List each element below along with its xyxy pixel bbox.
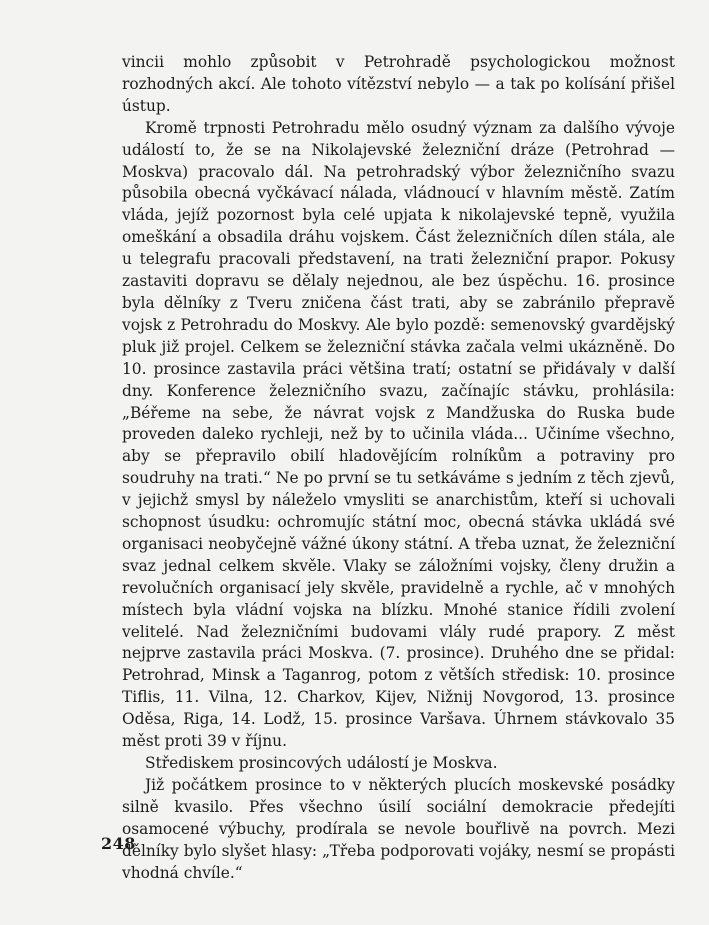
page-number: 248	[101, 834, 136, 853]
paragraph-railway-strike: Kromě trpnosti Petrohradu mělo osudný význam za dalšího vývoje událostí to, že se na Nikolajevské železniční dráze (Petrohrad — Moskva) pracovalo dál. Na petrohradský výbor železničního svazu působila obecná vyčkávací nálada, vládnoucí v hlavním městě. Zatím vláda, jejíž pozornost byla celé upjata k nikolajevské tepně, využila omeškání a obsadila dráhu vojskem. Část železničních dílen stála, ale u telegrafu pracovali představení, na trati železniční prapor. Pokusy zastaviti dopravu se dělaly nejednou, ale bez úspěchu. 16. prosince byla dělníky z Tveru zničena část trati, aby se zabránilo přepravě vojsk z Petrohradu do Moskvy. Ale bylo pozdě: semenovský gvardějský pluk již projel. Celkem se železniční stávka začala velmi ukázněně. Do 10. prosince zastavila práci většina tratí; ostatní se přidávaly v další dny. Konference železničního svazu, začínajíc stávku, prohlásila: „Béřeme na sebe, že návrat vojsk z Mandžuska do Ruska bude proveden daleko rychleji, než by to učinila vláda... Učiníme všechno, aby se přepravilo obilí hladovějícím rolníkům a potraviny pro soudruhy na trati.“ Ne po první se tu setkáváme s jedním z těch zjevů, v jejichž smysl by náleželo vmysliti se anarchistům, kteří si uchovali schopnost úsudku: ochromujíc státní moc, obecná stávka ukládá své organisaci neobyčejně vážné úkony státní. A třeba uznat, že železniční svaz jednal celkem skvěle. Vlaky se záložními vojsky, členy družin a revolučních organisací jely skvěle, pravidelně a rychle, ač v mnohých místech byla vládní vojska na blízku. Mnohé stanice řídili zvolení velitelé. Nad železničními budovami vlály rudé prapory. Z měst nejprve zastavila práci Moskva. (7. prosince). Druhého dne se přidal: Petrohrad, Minsk a Taganrog, potom z větších středisk: 10. prosince Tiflis, 11. Vilna, 12. Charkov, Kijev, Nižnij Novgorod, 13. prosince Oděsa, Riga, 14. Lodž, 15. prosince Varšava. Úhrnem stávkovalo 35 měst proti 39 v říjnu.	[122, 118, 675, 751]
paragraph-continuation: vincii mohlo způsobit v Petrohradě psychologickou možnost rozhodných akcí. Ale tohoto vítězství nebylo — a tak po kolísání přišel ústup.	[122, 53, 675, 115]
paragraph-garrison-unrest: Již počátkem prosince to v některých plucích moskevské posádky silně kvasilo. Přes všechno úsilí sociální demokracie předejíti osamocené výbuchy, prodírala se nevole bouřlivě na povrch. Mezi dělníky bylo slyšet hlasy: „Třeba podporovati vojáky, nesmí se propásti vhodná chvíle.“	[122, 775, 675, 882]
page-body	[122, 52, 675, 884]
paragraph-moscow-center: Střediskem prosincových událostí je Moskva.	[145, 754, 498, 772]
